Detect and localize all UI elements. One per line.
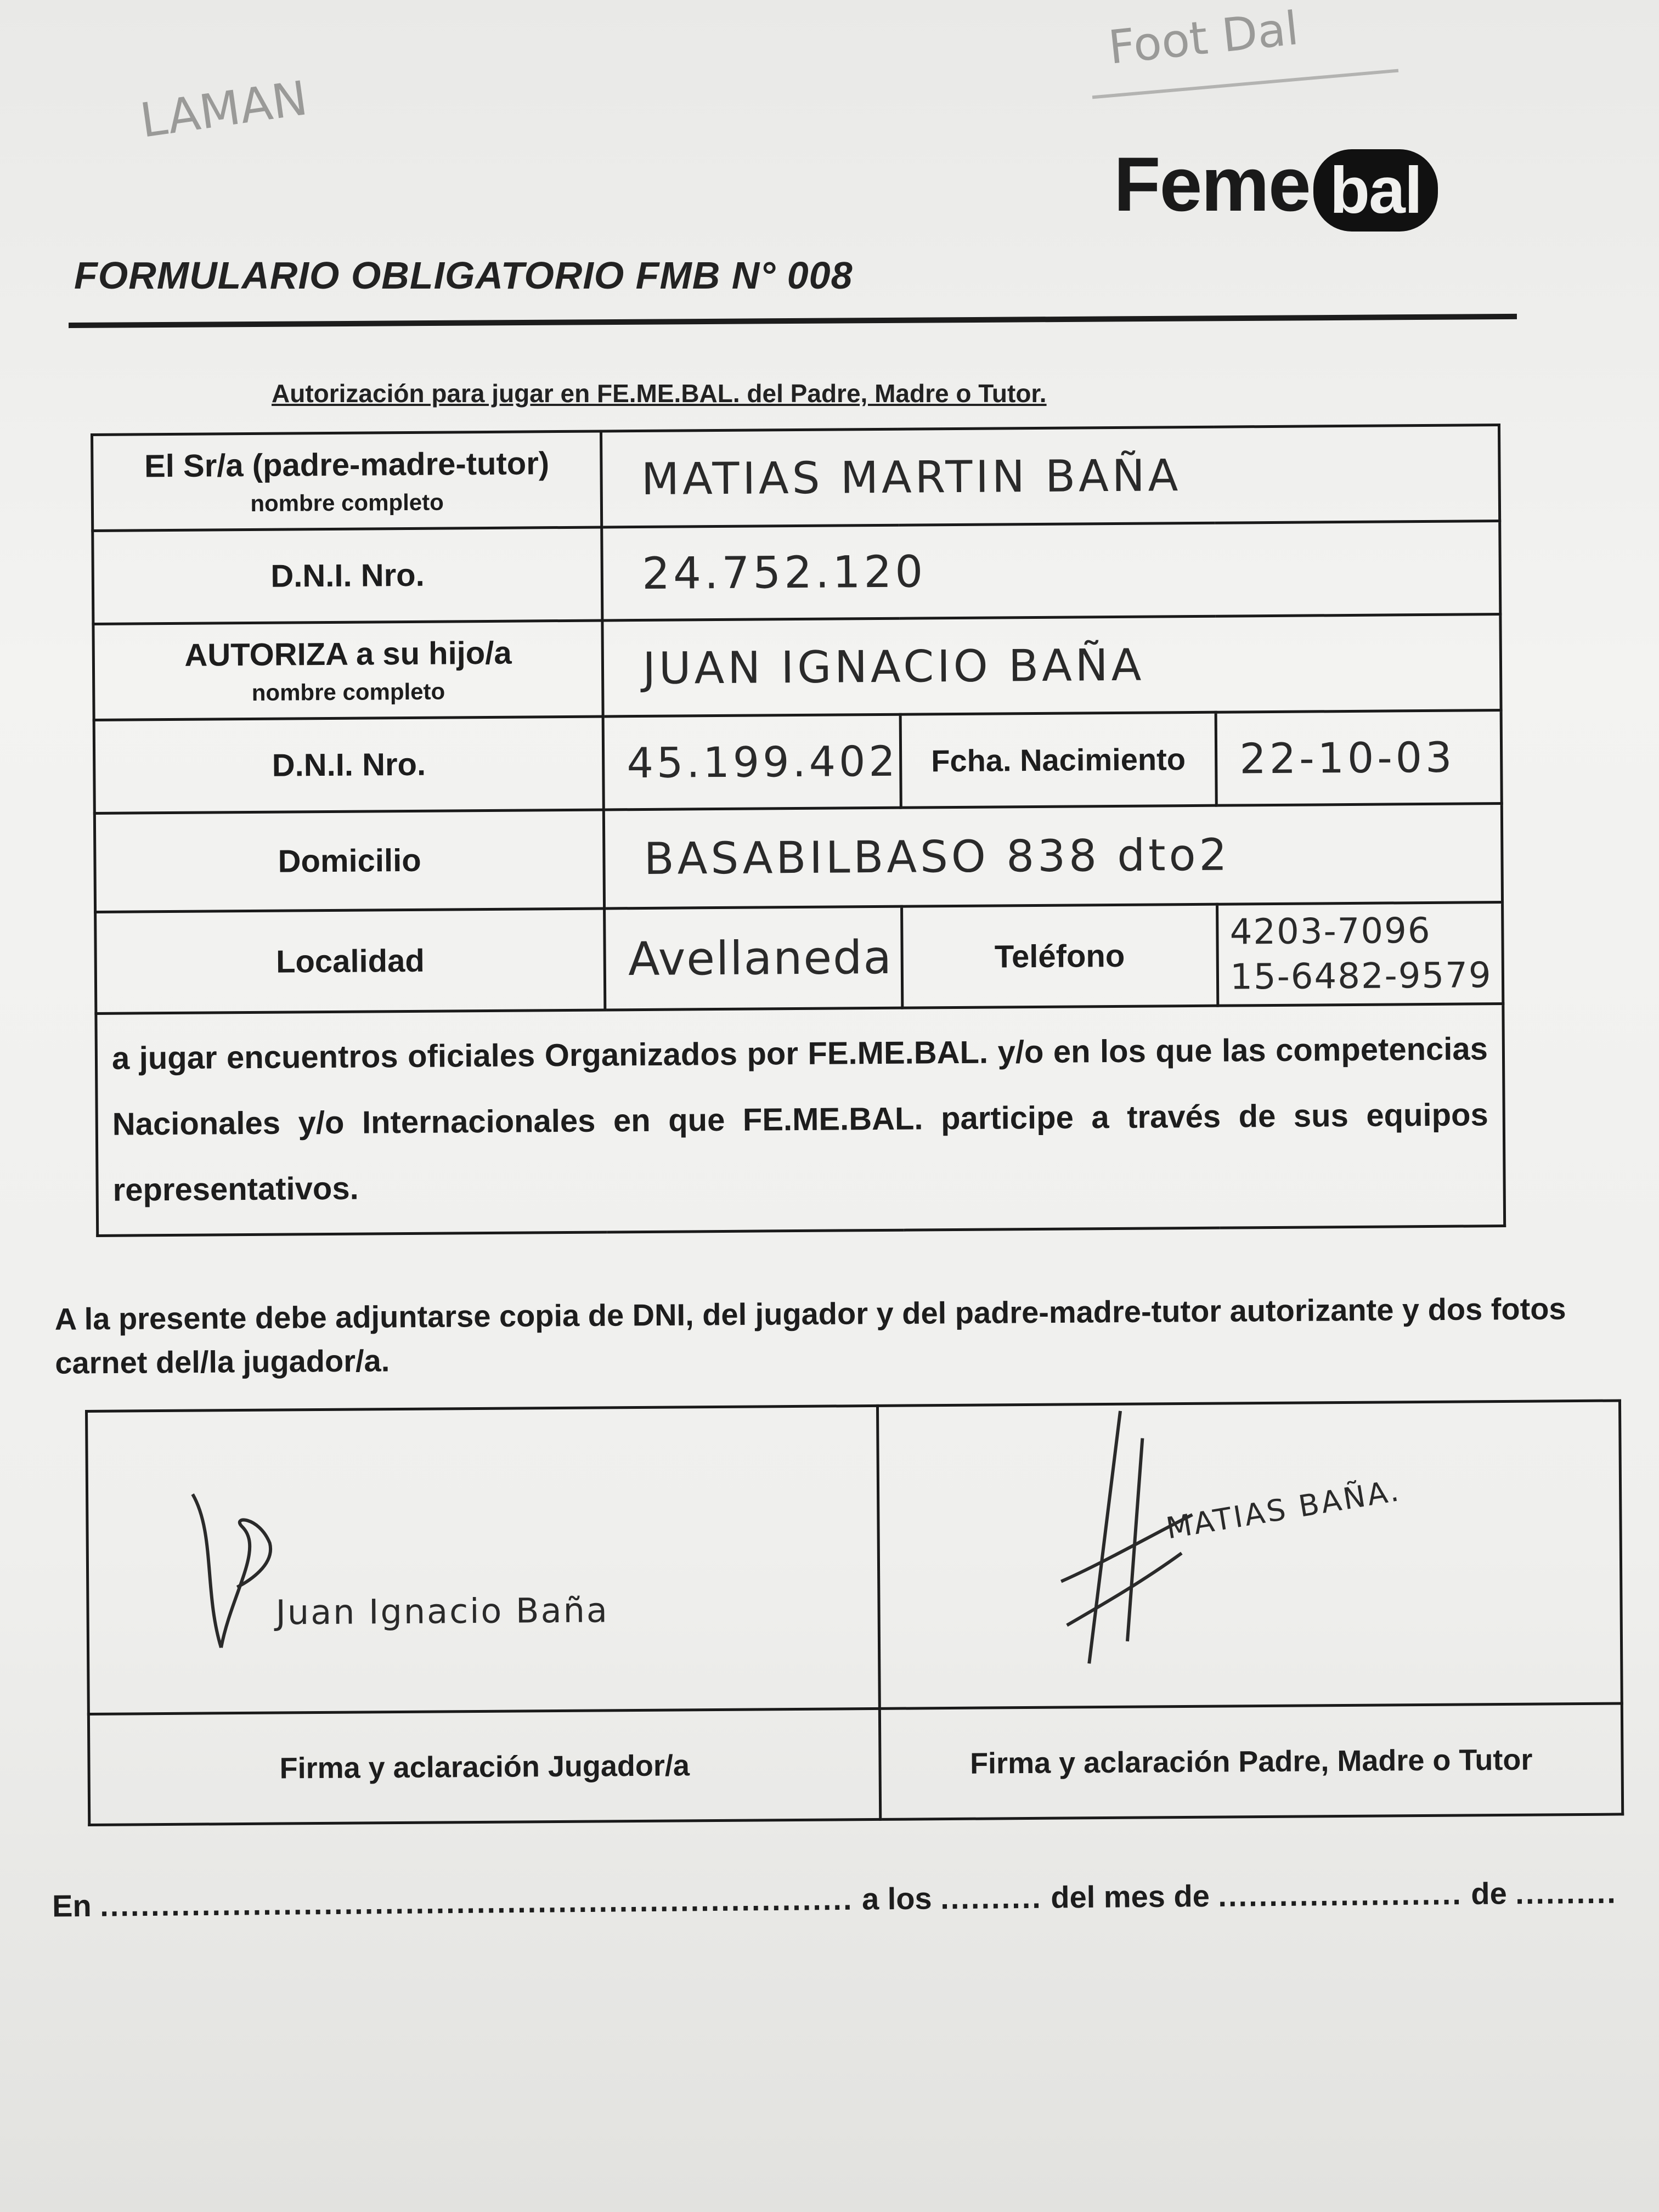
signature-table [85, 1399, 1624, 1826]
parent-signature-caption: Firma y aclaración Padre, Madre o Tutor [880, 1703, 1623, 1819]
authorizes-label-sub: nombre completo [251, 678, 445, 706]
parent-dni-field[interactable]: 24.752.120 [602, 521, 1500, 620]
febeman-logo [1114, 140, 1438, 232]
date-en-label: En [52, 1888, 92, 1923]
locality-label: Localidad [95, 909, 606, 1013]
player-signature-caption: Firma y aclaración Jugador/a [88, 1708, 881, 1825]
pencil-note-right: Foot Dal [1105, 1, 1301, 75]
table-row [94, 804, 1502, 912]
birth-date-field[interactable]: 22-10-03 [1216, 710, 1502, 806]
pencil-underline [1092, 69, 1398, 99]
phone-line-1: 4203-7096 [1229, 910, 1431, 953]
logo-pill: bal [1313, 149, 1438, 232]
phone-line-2: 15-6482-9579 [1229, 955, 1492, 998]
table-row [88, 1703, 1622, 1825]
table-row [95, 902, 1503, 1014]
birth-date-label: Fcha. Nacimiento [900, 712, 1217, 808]
locality-field[interactable]: Avellaneda [605, 906, 902, 1010]
form-subtitle: Autorización para jugar en FE.ME.BAL. del Padre, Madre o Tutor. [272, 379, 1047, 408]
player-signature-box[interactable] [87, 1406, 880, 1714]
table-row [94, 710, 1502, 814]
player-signature-text: Juan Ignacio Baña [275, 1590, 610, 1633]
child-dni-field[interactable]: 45.199.402 [603, 714, 901, 810]
day-field[interactable]: .......... [940, 1880, 1043, 1916]
parent-signature-text: MATIAS BAÑA. [1164, 1472, 1404, 1546]
place-field[interactable]: .......................................................................... [99, 1881, 854, 1923]
year-field[interactable]: .......... [1515, 1875, 1618, 1911]
authorizes-label-text: AUTORIZA a su hijo/a [184, 635, 512, 673]
authorization-table [91, 424, 1506, 1237]
phone-field[interactable] [1217, 902, 1503, 1006]
parent-name-label [92, 431, 602, 531]
address-field[interactable]: BASABILBASO 838 dto2 [604, 804, 1503, 909]
child-name-label [93, 620, 603, 720]
date-mes-label: del mes de [1051, 1878, 1210, 1915]
parent-label-text: El Sr/a (padre-madre-tutor) [144, 445, 550, 484]
child-dni-label: D.N.I. Nro. [94, 716, 604, 813]
table-row [93, 521, 1500, 624]
month-field[interactable]: ........................ [1218, 1876, 1463, 1913]
address-label: Domicilio [94, 810, 605, 912]
title-rule [69, 314, 1517, 328]
date-a-los-label: a los [861, 1881, 932, 1916]
parent-label-sub: nombre completo [250, 489, 444, 516]
player-signature-scribble [182, 1483, 281, 1659]
table-row [93, 614, 1501, 720]
table-row [92, 425, 1500, 531]
parent-signature-box[interactable] [878, 1401, 1622, 1708]
logo-text: Feme [1114, 141, 1310, 227]
parent-dni-label: D.N.I. Nro. [93, 527, 603, 624]
table-row [96, 1004, 1505, 1236]
table-row [87, 1401, 1622, 1714]
child-name-field[interactable]: JUAN IGNACIO BAÑA [602, 614, 1501, 716]
parent-name-field[interactable]: MATIAS MARTIN BAÑA [601, 425, 1500, 527]
pencil-note-left: LAMAN [137, 71, 311, 149]
authorization-paragraph: a jugar encuentros oficiales Organizados por FE.ME.BAL. y/o en los que las competencias Nacionales y/o Internacionales en que FE.ME.BAL. participe a través de sus equipos representativos. [96, 1004, 1505, 1236]
attachment-note: A la presente debe adjuntarse copia de DNI, del jugador y del padre-madre-tutor autorizante y dos fotos carnet del/la jugador/a. [54, 1291, 1566, 1380]
form-title: FORMULARIO OBLIGATORIO FMB N° 008 [74, 254, 853, 297]
date-de-label: de [1471, 1876, 1507, 1911]
phone-label: Teléfono [901, 904, 1218, 1008]
date-line [52, 1875, 1618, 1923]
